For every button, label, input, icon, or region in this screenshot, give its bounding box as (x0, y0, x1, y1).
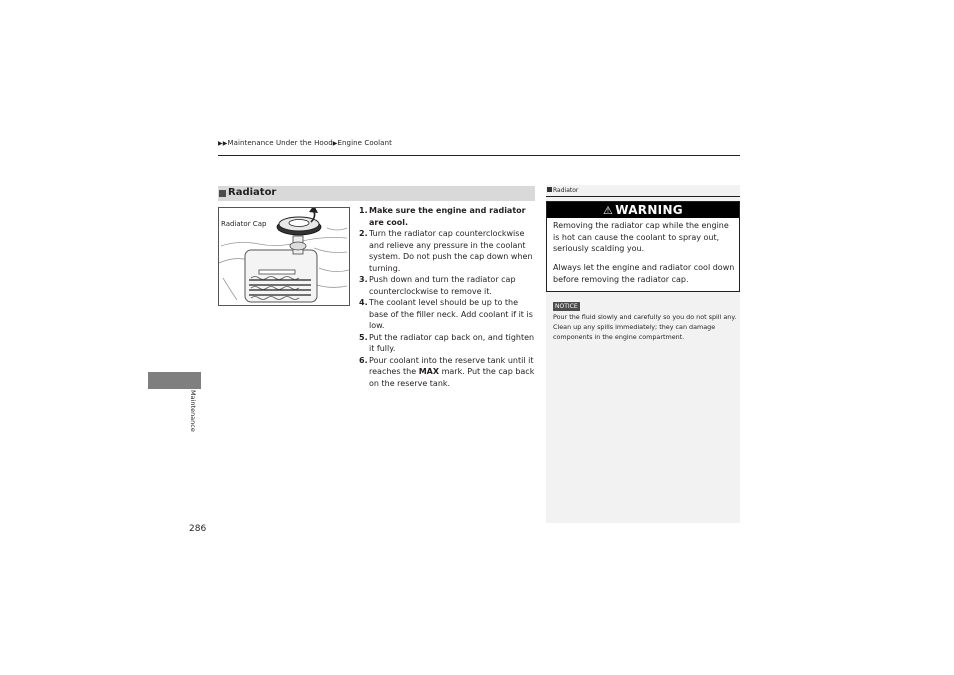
chapter-tab[interactable] (148, 372, 201, 389)
step-text (369, 356, 534, 388)
section-title: Radiator (228, 187, 277, 198)
warning-paragraph-1: Removing the radiator cap while the engine is hot can cause the coolant to spray out, seriously scalding you. (553, 221, 729, 253)
step-number: 4. (359, 298, 368, 307)
warning-triangle-icon: ⚠ (603, 204, 614, 217)
section-square-icon (219, 190, 226, 197)
breadcrumb-level-2[interactable]: Engine Coolant (337, 139, 392, 147)
procedure-steps (359, 205, 535, 389)
warning-title: WARNING (615, 203, 683, 217)
step-item (359, 297, 535, 332)
step-number: 3. (359, 275, 368, 284)
sidebar-rule (546, 196, 740, 197)
step-text: Turn the radiator cap counterclockwise and relieve any pressure in the coolant system. Do not push the cap down when turning. (369, 229, 533, 273)
step-number: 6. (359, 355, 368, 365)
breadcrumb-arrow-icon: ▶ (332, 140, 338, 147)
header-rule (218, 155, 740, 156)
notice-text: Pour the fluid slowly and carefully so you do not spill any. Clean up any spills immediately; they can damage components in the engine compartment. (553, 313, 737, 341)
step-text: Put the radiator cap back on, and tighten it fully. (369, 332, 535, 353)
step-item (359, 274, 535, 297)
step-text: Make sure the engine and radiator are cool. (369, 206, 526, 227)
notice-badge: NOTICE (555, 303, 578, 310)
step-text-part: Pour coolant into the reserve tank until it reaches the (369, 355, 534, 376)
breadcrumb-level-1[interactable]: Maintenance Under the Hood (227, 139, 333, 147)
sidebar-reference-label: Radiator (553, 187, 579, 194)
breadcrumb (218, 139, 392, 147)
breadcrumb-arrow-icon: ▶ (222, 140, 228, 147)
step-item (359, 332, 535, 355)
step-text: Push down and turn the radiator cap counterclockwise to remove it. (369, 275, 516, 296)
step-item (359, 228, 535, 274)
step-number: 2. (359, 229, 368, 238)
reference-marker-icon (547, 187, 552, 192)
chapter-tab-label: Maintenance (189, 390, 197, 432)
sidebar-reference (547, 187, 578, 194)
step-text-part: mark. Put the cap back on the reserve tank. (369, 367, 535, 388)
max-mark-label: MAX (418, 367, 440, 376)
page-number: 286 (189, 524, 207, 534)
figure-callout-label: Radiator Cap (221, 220, 267, 228)
warning-header (547, 202, 739, 218)
step-text: The coolant level should be up to the base of the filler neck. Add coolant if it is low. (369, 298, 533, 330)
breadcrumb-arrow-icon: ▶ (218, 140, 223, 147)
step-item (359, 205, 535, 228)
step-number: 1. (359, 206, 368, 215)
warning-paragraph-2: Always let the engine and radiator cool down before removing the radiator cap. (553, 263, 735, 284)
step-item (359, 355, 535, 390)
step-number: 5. (359, 332, 368, 342)
